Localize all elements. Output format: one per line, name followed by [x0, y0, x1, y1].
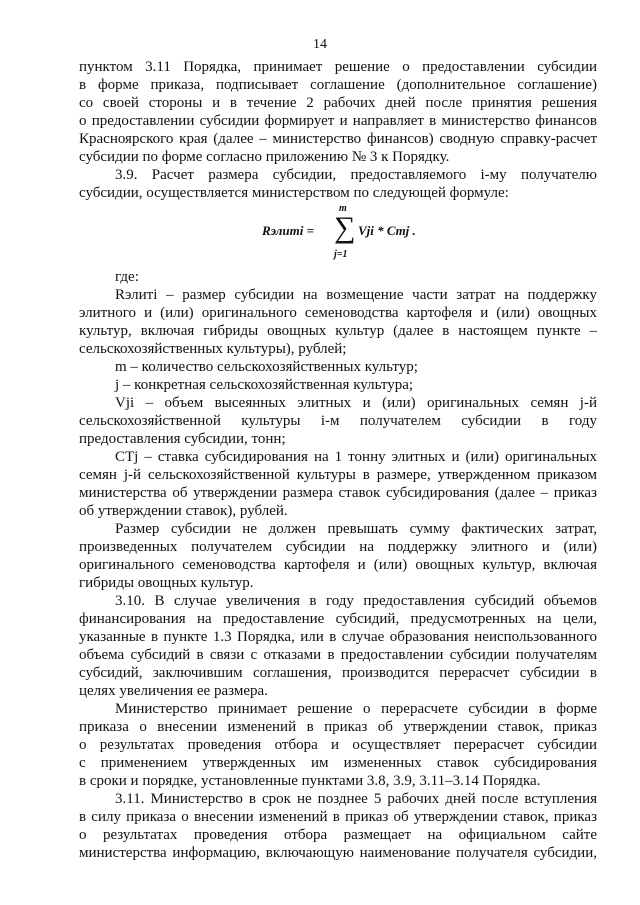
text-line: семян j-й сельскохозяйственной культуры в размере, утвержденном приказом: [79, 467, 597, 483]
text-line: объема субсидий в связи с отказами в предоставлении субсидии получателям: [79, 647, 597, 663]
text-line: оригинального семеноводства картофеля и (или) овощных культур, включая: [79, 557, 597, 573]
text-line: предоставления субсидии, тонн;: [79, 431, 286, 447]
formula-rhs: Vji * Cтj .: [358, 223, 416, 238]
text-line: Министерство принимает решение о перерасчете субсидии в форме: [115, 701, 597, 717]
text-line: где:: [115, 269, 139, 285]
text-line: элитного и (или) оригинального семеноводства картофеля и (или) овощных: [79, 305, 597, 321]
text-line: приказа о внесении изменений в приказ об утверждении ставок, приказ: [79, 719, 597, 735]
text-line: о предоставлении субсидии формирует и направляет в министерство финансов: [79, 113, 597, 129]
formula: [262, 203, 462, 267]
text-line: m – количество сельскохозяйственных культур;: [115, 359, 418, 375]
text-line: 3.11. Министерство в срок не позднее 5 рабочих дней после вступления: [115, 791, 597, 807]
text-line: в силу приказа о внесении изменений в приказ об утверждении ставок, приказ: [79, 809, 597, 825]
text-line: Rэлитi – размер субсидии на возмещение части затрат на поддержку: [115, 287, 597, 303]
text-line: целях увеличения ее размера.: [79, 683, 268, 699]
text-line: финансирования на предоставление субсидий, предусмотренных на цели,: [79, 611, 597, 627]
text-line: Vji – объем высеянных элитных и (или) оригинальных семян j-й: [115, 395, 597, 411]
formula-lhs: Rэлитi =: [262, 223, 315, 238]
text-line: j – конкретная сельскохозяйственная культура;: [115, 377, 414, 393]
text-line: о результатах проведения отбора размещает на официальном сайте: [79, 827, 597, 843]
formula-sum-symbol: ∑: [334, 211, 356, 244]
text-line: Размер субсидии не должен превышать сумму фактических затрат,: [115, 521, 597, 537]
text-line: CTj – ставка субсидирования на 1 тонну элитных и (или) оригинальных: [115, 449, 597, 465]
text-line: произведенных получателем субсидии на поддержку элитного и (или): [79, 539, 597, 555]
text-line: об утверждении ставок), рублей.: [79, 503, 288, 519]
text-line: гибриды овощных культур.: [79, 575, 254, 591]
text-line: субсидий, заключившим соглашения, производится перерасчет субсидии в: [79, 665, 597, 681]
text-line: с применением утвержденных им измененных ставок субсидирования: [79, 755, 597, 771]
text-line: субсидии, осуществляется министерством по следующей формуле:: [79, 185, 509, 201]
text-line: министерства об утверждении размера ставок субсидирования (далее – приказ: [79, 485, 597, 501]
text-line: субсидии по форме согласно приложению № 3 к Порядку.: [79, 149, 450, 165]
text-line: в форме приказа, подписывает соглашение (дополнительное соглашение): [79, 77, 597, 93]
text-line: 3.10. В случае увеличения в году предоставления субсидий объемов: [115, 593, 597, 609]
formula-upper-limit: m: [339, 203, 347, 214]
text-line: 3.9. Расчет размера субсидии, предоставляемого i-му получателю: [115, 167, 597, 183]
text-line: Красноярского края (далее – министерство финансов) сводную справку-расчет: [79, 131, 597, 147]
text-line: министерства информацию, включающую наименование получателя субсидии,: [79, 845, 597, 861]
formula-lower-limit: j=1: [334, 249, 348, 260]
text-line: пунктом 3.11 Порядка, принимает решение о предоставлении субсидии: [79, 59, 597, 75]
text-line: сельскохозяйственных культуры), рублей;: [79, 341, 347, 357]
text-line: со своей стороны и в течение 2 рабочих дней после принятия решения: [79, 95, 597, 111]
text-line: культур, включая гибриды овощных культур (далее в настоящем пункте –: [79, 323, 597, 339]
text-line: указанные в пункте 1.3 Порядка, или в случае образования неиспользованного: [79, 629, 597, 645]
text-line: в сроки и порядке, установленные пунктами 3.8, 3.9, 3.11–3.14 Порядка.: [79, 773, 541, 789]
text-line: сельскохозяйственной культуры i-м получателем субсидии в году: [79, 413, 597, 429]
text-line: о результатах проведения отбора и осуществляет перерасчет субсидии: [79, 737, 597, 753]
page-number: 14: [313, 37, 327, 52]
